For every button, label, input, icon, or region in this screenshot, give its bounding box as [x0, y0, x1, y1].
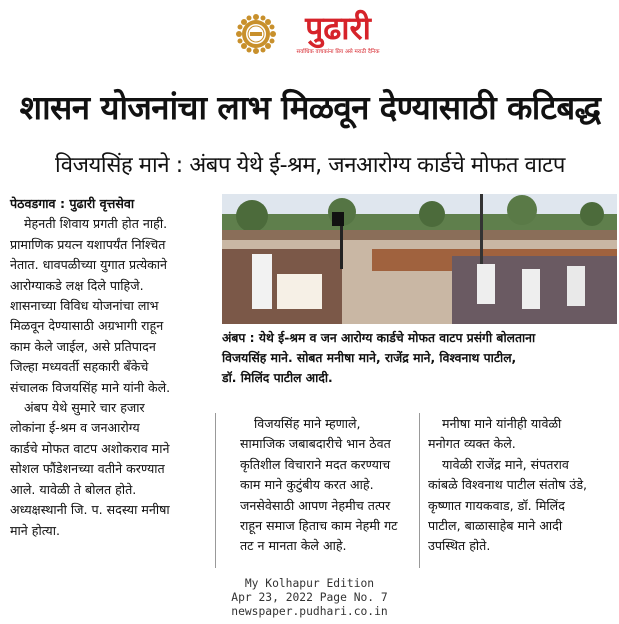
body-line: यावेळी राजेंद्र माने, संपतराव [442, 456, 569, 472]
body-line: अध्यक्षस्थानी जि. प. सदस्या मनीषा [10, 502, 170, 518]
body-line: शासनाच्या विविध योजनांचा लाभ [10, 298, 159, 314]
photo-caption [222, 328, 617, 388]
article-subhead: विजयसिंह माने : अंबप येथे ई-श्रम, जनआरोग्य कार्डचे मोफत वाटप [55, 153, 565, 178]
column-divider [419, 413, 420, 568]
dateline: पेठवडगाव : पुढारी वृत्तसेवा [10, 196, 135, 211]
column-divider [215, 413, 216, 568]
body-line: प्रामाणिक प्रयत्न यशापर्यंत निश्चित [10, 236, 166, 252]
body-line: जिल्हा मध्यवर्ती सहकारी बँकेचे [10, 359, 149, 375]
masthead-title: पुढारी [305, 9, 371, 47]
body-line: काम केले जाईल, असे प्रतिपादन [10, 338, 156, 354]
body-line: सोशल फौंडेशनच्या वतीने करण्यात [10, 461, 165, 477]
body-line: काम माने कुटुंबीय करत आहे. [240, 477, 374, 493]
edition-date-page: Apr 23, 2022 Page No. 7 [231, 591, 388, 604]
caption-line: अंबप : येथे ई-श्रम व जन आरोग्य कार्डचे मोफत वाटप प्रसंगी बोलताना [222, 331, 536, 345]
article-column-1 [10, 194, 203, 541]
caption-line: डॉ. मिलिंद पाटील आदी. [222, 371, 333, 385]
body-line: कांबळे विश्वनाथ पाटील संतोष उंडे, [428, 477, 588, 493]
masthead-tagline: सर्वाधिक वाचकांना प्रिय असे मराठी दैनिक [296, 49, 380, 55]
pudhari-masthead [286, 10, 390, 54]
caption-line: विजयसिंह माने. सोबत मनीषा माने, राजेंद्र माने, विश्वनाथ पाटील, [222, 351, 517, 365]
body-line: सामाजिक जबाबदारीचे भान ठेवत [240, 436, 391, 452]
body-line: मनोगत व्यक्त केले. [428, 436, 516, 452]
article-column-3 [428, 414, 618, 557]
body-line: विजयसिंह माने म्हणाले, [254, 416, 361, 431]
body-line: कार्डचे मोफत वाटप अशोकराव माने [10, 440, 170, 456]
body-line: मेहनती शिवाय प्रगती होत नाही. [24, 216, 168, 232]
article-column-2 [240, 414, 410, 557]
body-line: तट न मानता केले आहे. [240, 538, 347, 554]
body-line: मिळवून देण्यासाठी अग्रभागी राहून [10, 318, 164, 334]
body-line: जनसेवेसाठी आपण नेहमीच तत्पर [240, 497, 391, 513]
event-photo [222, 194, 617, 324]
body-line: पाटील, बाळासाहेब माने आदी [428, 518, 563, 534]
article-headline: शासन योजनांचा लाभ मिळवून देण्यासाठी कटिबद्ध [19, 88, 601, 127]
edition-footer [0, 577, 619, 619]
edition-site-link[interactable]: newspaper.pudhari.co.in [231, 605, 388, 618]
body-line: आले. यावेळी ते बोलत होते. [10, 481, 137, 497]
body-line: संचालक विजयसिंह माने यांनी केले. [10, 379, 171, 395]
body-line: राहून समाज हिताच काम नेहमी गट [240, 518, 398, 534]
body-line: लोकांना ई-श्रम व जनआरोग्य [10, 420, 140, 436]
body-line: मनीषा माने यांनीही यावेळी [442, 416, 562, 431]
body-line: कृष्णात गायकवाड, डॉ. मिलिंद [428, 497, 565, 513]
body-line: उपस्थित होते. [428, 538, 491, 554]
body-line: आरोग्याकडे लक्ष दिले पाहिजे. [10, 277, 144, 293]
body-line: माने होत्या. [10, 522, 60, 538]
body-line: अंबप येथे सुमारे चार हजार [24, 400, 145, 416]
edition-name: My Kolhapur Edition [244, 577, 375, 590]
body-line: नेतात. धावपळीच्या युगात प्रत्येकाने [10, 257, 168, 273]
anniversary-seal-logo [236, 14, 276, 54]
body-line: कृतिशील विचाराने मदत करण्याच [240, 456, 391, 472]
